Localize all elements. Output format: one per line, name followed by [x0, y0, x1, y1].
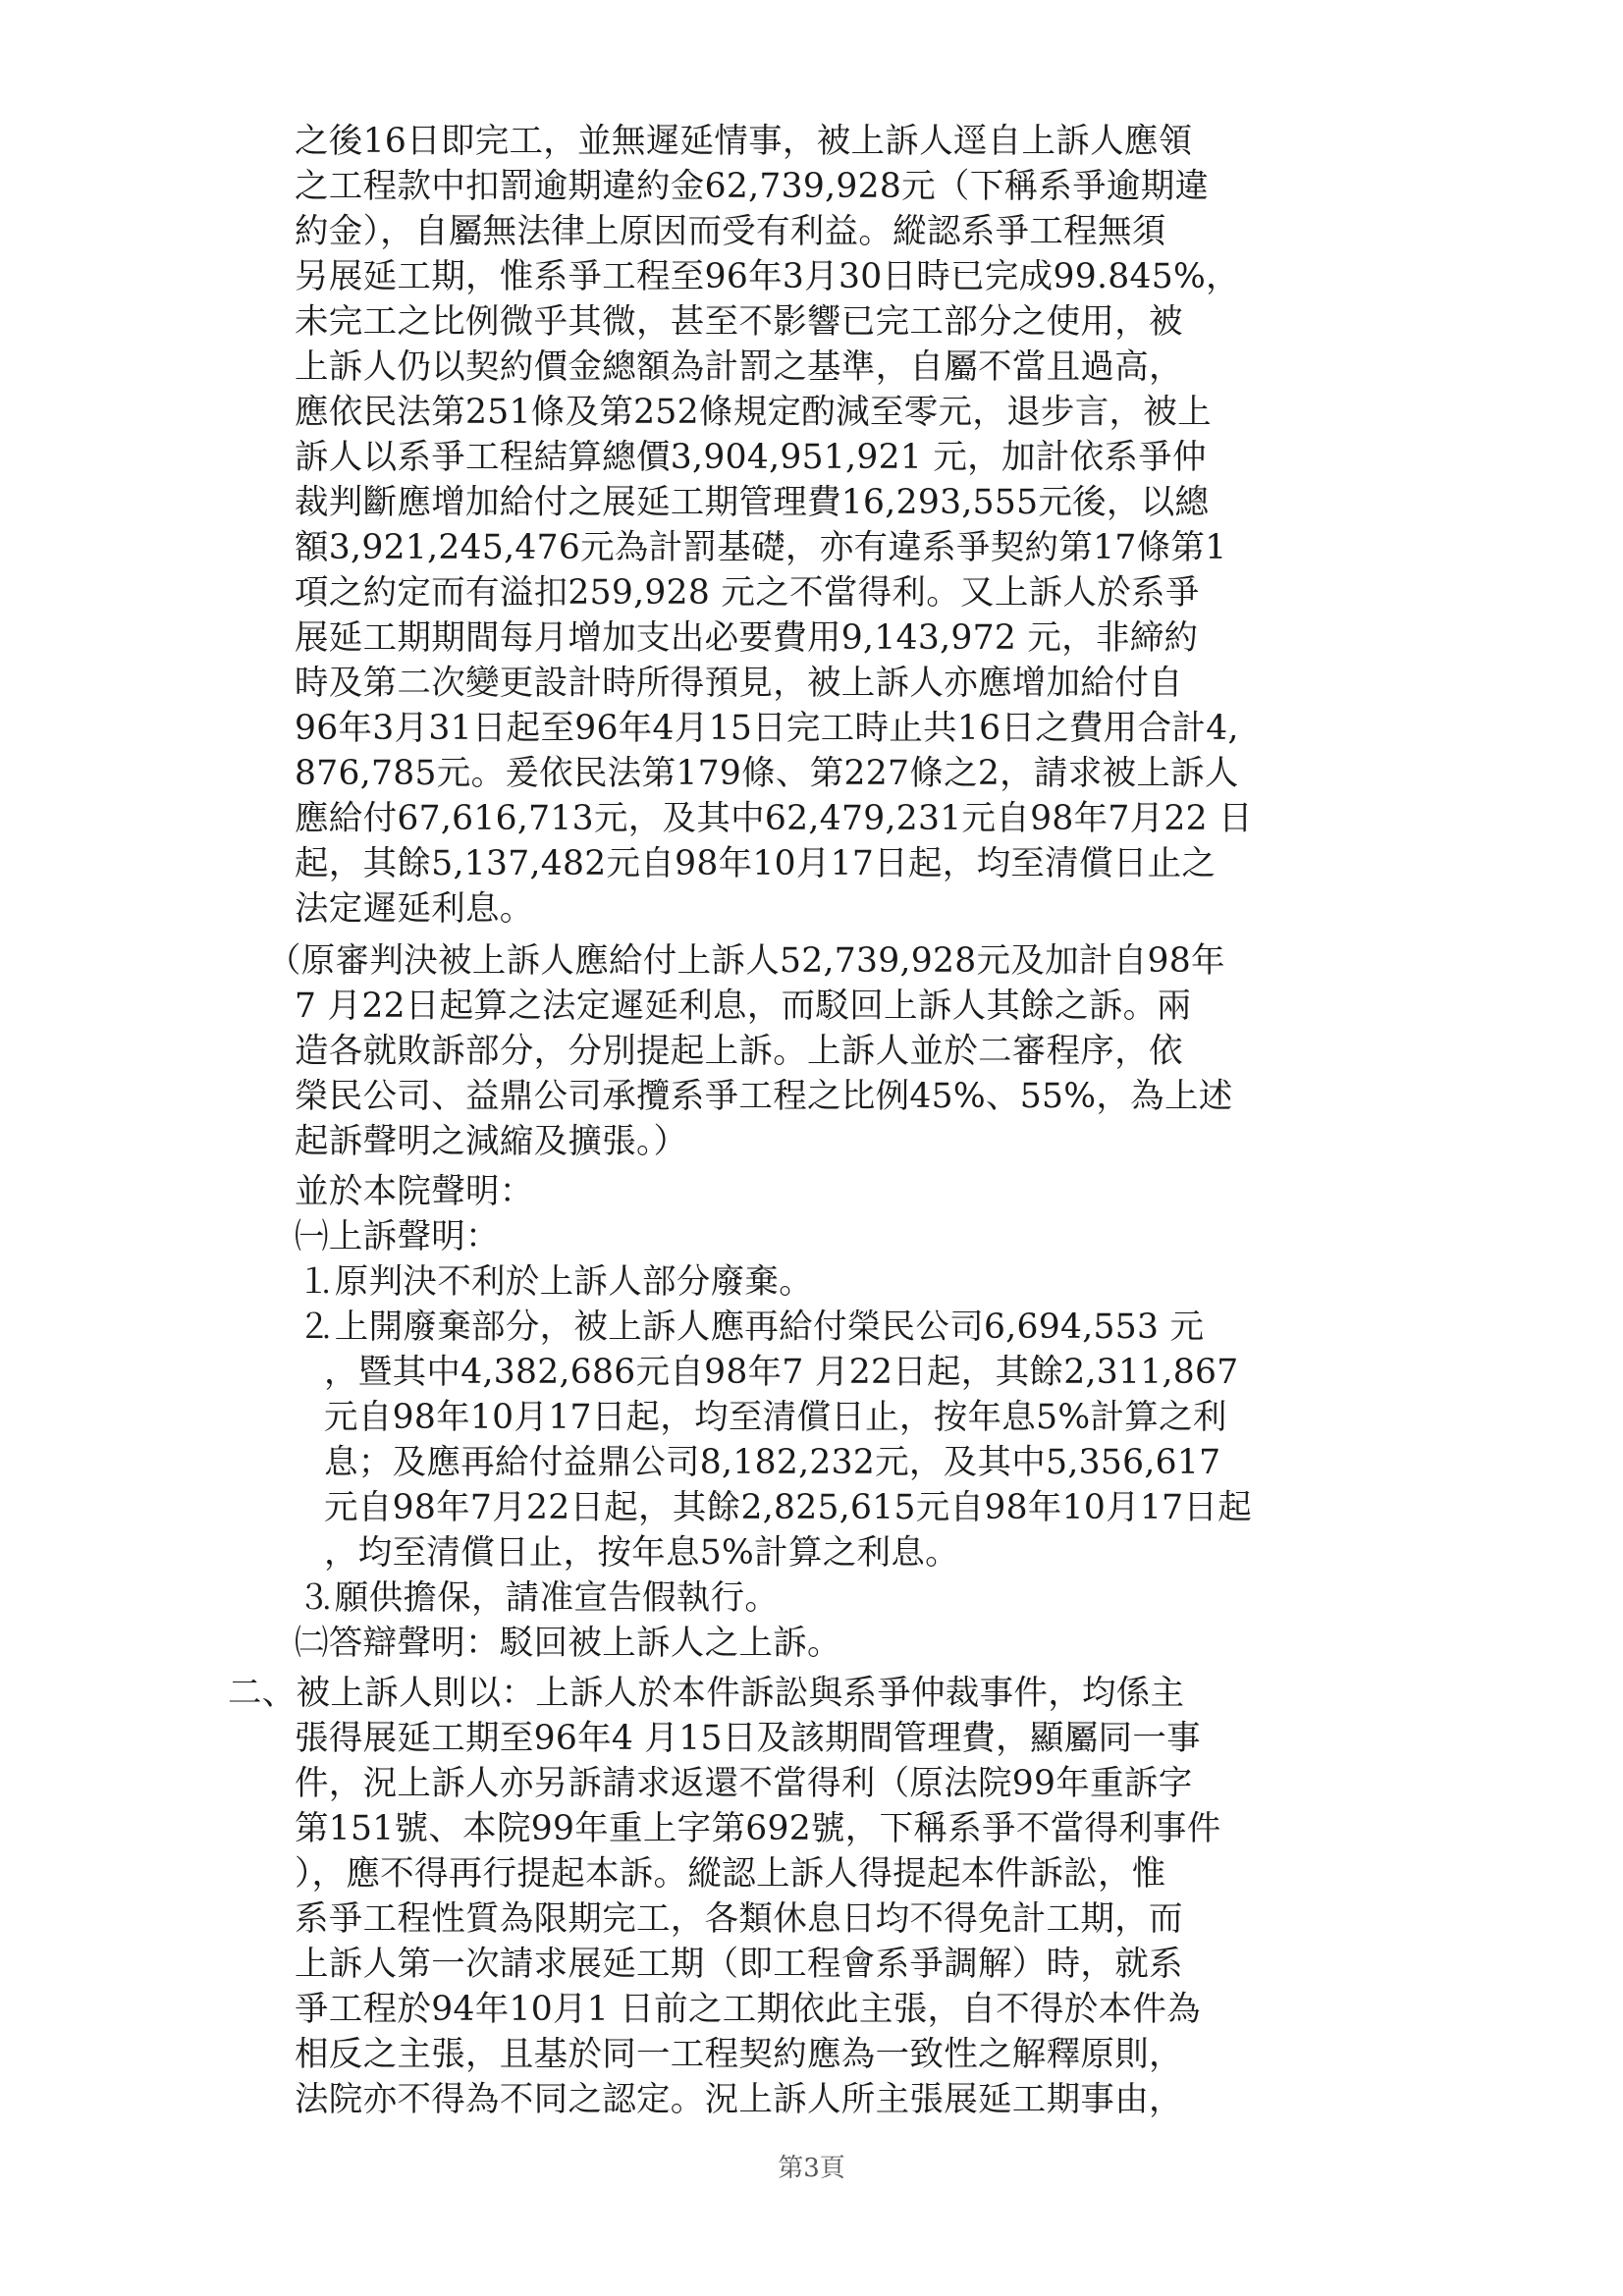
text-line: ㈠上訴聲明： — [295, 1217, 500, 1256]
text-line: ㈡答辯聲明：駁回被上訴人之上訴。 — [295, 1624, 841, 1663]
text-line: （原審判決被上訴人應給付上訴人52,739,928元及加計自98年 — [267, 941, 1225, 981]
page-number: 第3頁 — [778, 2154, 845, 2183]
text-line: 應依民法第251條及第252條規定酌減至零元，退步言，被上 — [295, 393, 1212, 432]
text-line: 造各就敗訴部分，分別提起上訴。上訴人並於二審程序，依 — [295, 1032, 1183, 1071]
text-line: 第151號、本院99年重上字第692號，下稱系爭不當得利事件 — [295, 1809, 1221, 1848]
text-line: ⒊願供擔保，請准宣告假執行。 — [300, 1578, 780, 1618]
text-line: 元自98年10月17日起，均至清償日止，按年息5%計算之利 — [324, 1398, 1227, 1437]
text-line: 裁判斷應增加給付之展延工期管理費16,293,555元後，以總 — [295, 483, 1210, 522]
text-line: 約金），自屬無法律上原因而受有利益。縱認系爭工程無須 — [295, 212, 1166, 251]
text-line: 榮民公司、益鼎公司承攬系爭工程之比例45%、55%，為上述 — [295, 1077, 1233, 1116]
text-line: 未完工之比例微乎其微，甚至不影響已完工部分之使用，被 — [295, 302, 1183, 342]
text-line: 之後16日即完工，並無遲延情事，被上訴人逕自上訴人應領 — [295, 122, 1193, 161]
text-line: ），應不得再行提起本訴。縱認上訴人得提起本件訴訟，惟 — [295, 1854, 1166, 1894]
text-line: 訴人以系爭工程結算總價3,904,951,921 元，加計依系爭仲 — [295, 438, 1207, 477]
text-line: 二、被上訴人則以：上訴人於本件訴訟與系爭仲裁事件，均係主 — [228, 1674, 1185, 1713]
text-line: ，均至清償日止，按年息5%計算之利息。 — [324, 1533, 959, 1573]
text-line: 系爭工程性質為限期完工，各類休息日均不得免計工期，而 — [295, 1899, 1183, 1939]
text-line: 額3,921,245,476元為計罰基礎，亦有違系爭契約第17條第1 — [295, 528, 1227, 567]
text-line: 相反之主張，且基於同一工程契約應為一致性之解釋原則， — [295, 2035, 1183, 2074]
text-line: 7 月22日起算之法定遲延利息，而駁回上訴人其餘之訴。兩 — [295, 987, 1192, 1026]
text-line: 時及第二次變更設計時所得預見，被上訴人亦應增加給付自 — [295, 664, 1183, 703]
text-line: 876,785元。爰依民法第179條、第227條之2，請求被上訴人 — [295, 754, 1239, 793]
text-line: 張得展延工期至96年4 月15日及該期間管理費，顯屬同一事 — [295, 1719, 1201, 1758]
text-line: 並於本院聲明： — [295, 1172, 534, 1211]
text-line: ⒈原判決不利於上訴人部分廢棄。 — [300, 1262, 813, 1302]
text-line: 元自98年7月22日起，其餘2,825,615元自98年10月17日起 — [324, 1488, 1253, 1527]
text-line: 爭工程於94年10月1 日前之工期依此主張，自不得於本件為 — [295, 1990, 1201, 2029]
text-line: 法院亦不得為不同之認定。況上訴人所主張展延工期事由， — [295, 2080, 1183, 2119]
text-line: ⒉上開廢棄部分，被上訴人應再給付榮民公司6,694,553 元 — [300, 1308, 1205, 1347]
text-line: 件，況上訴人亦另訴請求返還不當得利（原法院99年重訴字 — [295, 1764, 1193, 1803]
text-line: 起，其餘5,137,482元自98年10月17日起，均至清償日止之 — [295, 844, 1217, 883]
text-line: 展延工期期間每月增加支出必要費用9,143,972 元，非締約 — [295, 618, 1199, 658]
text-line: 上訴人第一次請求展延工期（即工程會系爭調解）時，就系 — [295, 1945, 1183, 1984]
text-line: 息；及應再給付益鼎公司8,182,232元，及其中5,356,617 — [324, 1443, 1221, 1482]
text-line: 之工程款中扣罰逾期違約金62,739,928元（下稱系爭逾期違 — [295, 167, 1210, 206]
text-line: 起訴聲明之減縮及擴張。） — [295, 1122, 688, 1161]
text-line: ，暨其中4,382,686元自98年7 月22日起，其餘2,311,867 — [324, 1353, 1239, 1392]
text-line: 另展延工期，惟系爭工程至96年3月30日時已完成99.845%， — [295, 257, 1240, 296]
text-line: 96年3月31日起至96年4月15日完工時止共16日之費用合計4, — [295, 709, 1239, 748]
text-line: 項之約定而有溢扣259,928 元之不當得利。又上訴人於系爭 — [295, 573, 1200, 613]
text-line: 法定遲延利息。 — [295, 889, 534, 929]
text-line: 應給付67,616,713元，及其中62,479,231元自98年7月22 日 — [295, 799, 1253, 838]
text-line: 上訴人仍以契約價金總額為計罰之基準，自屬不當且過高， — [295, 347, 1183, 387]
